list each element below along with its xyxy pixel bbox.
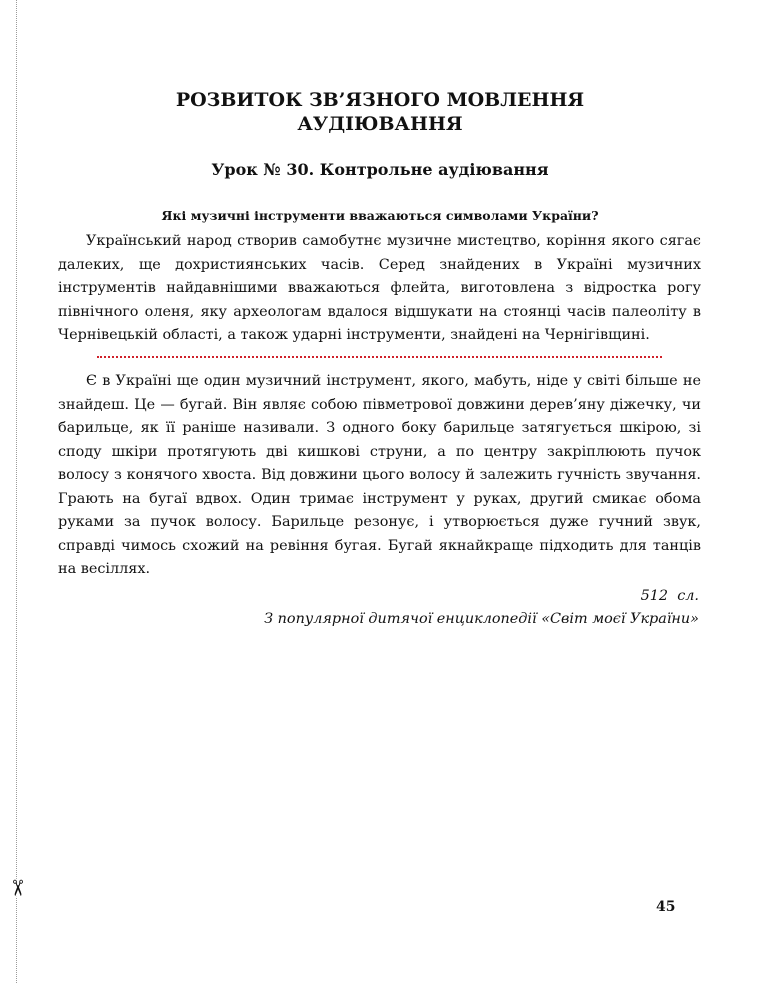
lesson-title: Урок № 30. Контрольне аудіювання (211, 160, 549, 179)
section-title-line2: АУДІЮВАННЯ (297, 113, 463, 135)
source-citation: З популярної дитячої енциклопедії «Світ моєї України» (264, 611, 699, 627)
page-number: 45 (656, 899, 676, 915)
word-count: 512 сл. (640, 588, 699, 604)
paragraph-1: Український народ створив самобутнє музичне мистецтво, коріння якого сягає далеких, ще дохристиянських часів. Серед знайдених в Україні музичних інструментів найдавнішими вважаються флейта, виготовлена з відростка рогу північного оленя, яку археологам вдалося відшукати на стоянці часів палеоліту в Чернівецькій області, а також ударні інструменти, знайдені на Чернігівщині. (58, 233, 701, 343)
scissors-icon: ✂ (4, 878, 30, 898)
section-title (120, 88, 640, 136)
text-question-title: Які музичні інструменти вважаються символами України? (161, 208, 599, 223)
paragraph-2: Є в Україні ще один музичний інструмент, якого, мабуть, ніде у світі більше не знайдеш. Це — бугай. Він являє собою півметрової довжини дерев’яну діжечку, чи барильце, як її раніше називали. З одного боку барильце затягується шкірою, зі споду шкіри протягують дві кишкові струни, а по центру закріплюють пучок волосу з конячого хвоста. Від довжини цього волосу й залежить гучність звучання. Грають на бугаї вдвох. Один тримає інструмент у руках, другий смикає обома руками за пучок волосу. Барильце резонує, і утворюється дуже гучний звук, справді чимось схожий на ревіння бугая. Бугай якнайкраще підходить для танців на весіллях. (58, 373, 701, 577)
text-block-2 (58, 370, 701, 582)
red-dotted-divider (97, 356, 662, 358)
section-title-line1: РОЗВИТОК ЗВ’ЯЗНОГО МОВЛЕННЯ (175, 89, 585, 111)
cut-line (16, 0, 17, 983)
text-block-1 (58, 230, 701, 348)
